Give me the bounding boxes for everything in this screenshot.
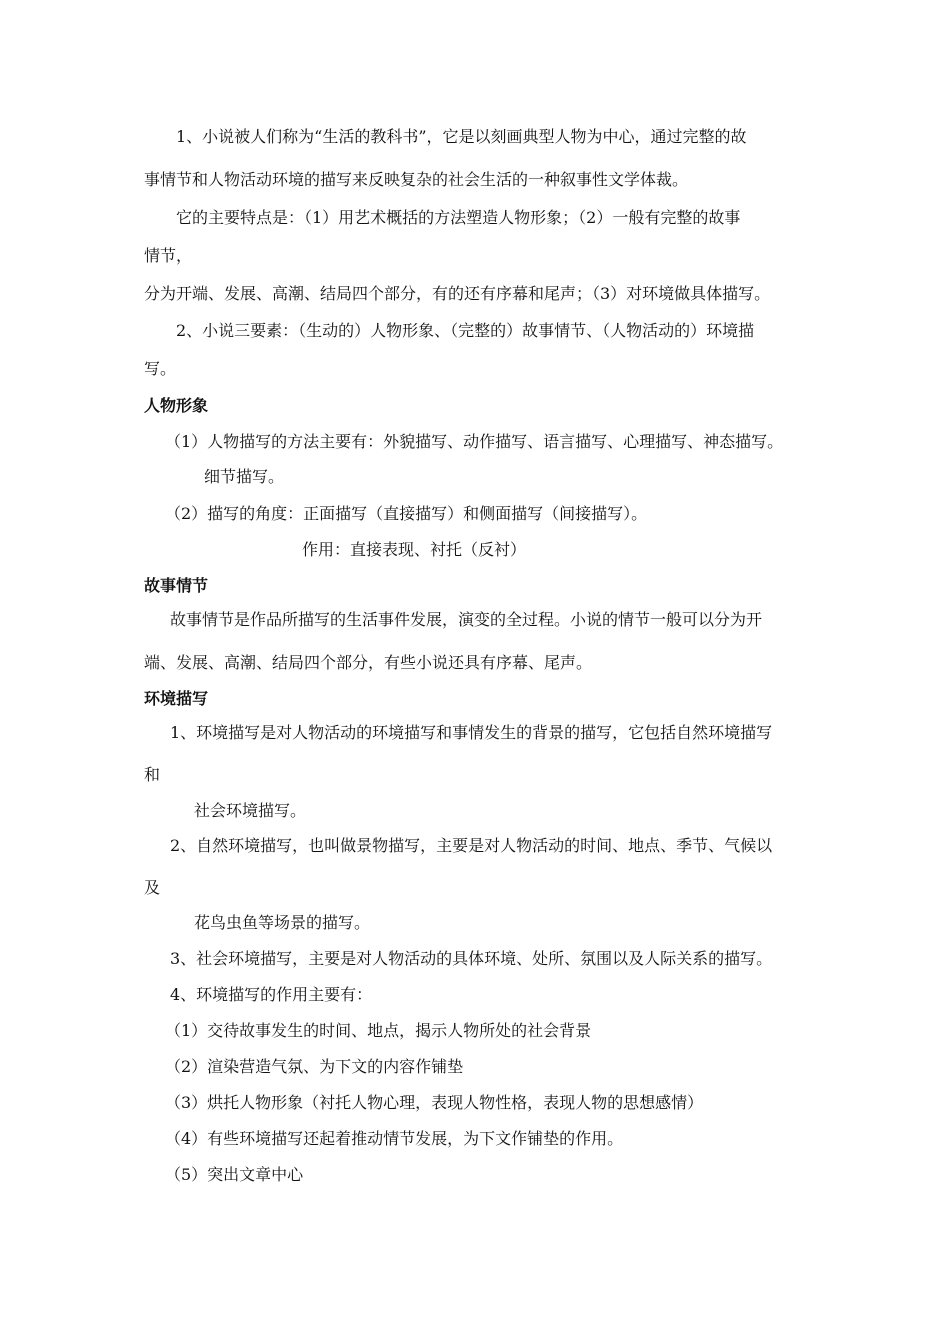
intro-paragraph-2-line-3: 分为开端、发展、高潮、结局四个部分，有的还有序幕和尾声；（3）对环境做具体描写。 <box>144 284 771 303</box>
plot-line-1: 故事情节是作品所描写的生活事件发展，演变的全过程。小说的情节一般可以分为开 <box>170 610 763 629</box>
environment-function-4: （4）有些环境描写还起着推动情节发展，为下文作铺垫的作用。 <box>165 1129 624 1148</box>
intro-paragraph-1-line-2: 事情节和人物活动环境的描写来反映复杂的社会生活的一种叙事性文学体裁。 <box>144 170 689 189</box>
environment-item-2-line-3: 花鸟虫鱼等场景的描写。 <box>194 913 371 932</box>
environment-function-5: （5）突出文章中心 <box>165 1165 304 1184</box>
character-item-1-continued: 细节描写。 <box>204 467 285 486</box>
environment-item-4: 4、环境描写的作用主要有： <box>170 985 373 1004</box>
environment-item-2-line-1: 2、自然环境描写，也叫做景物描写，主要是对人物活动的时间、地点、季节、气候以 <box>170 836 773 855</box>
intro-paragraph-1-line-1: 1、小说被人们称为“生活的教科书”，它是以刻画典型人物为中心，通过完整的故 <box>176 127 747 146</box>
environment-item-3: 3、社会环境描写，主要是对人物活动的具体环境、处所、氛围以及人际关系的描写。 <box>170 949 773 968</box>
character-item-1: （1）人物描写的方法主要有：外貌描写、动作描写、语言描写、心理描写、神态描写。 <box>165 432 784 451</box>
intro-paragraph-3-line-1: 2、小说三要素：（生动的）人物形象、（完整的）故事情节、（人物活动的）环境描 <box>176 321 755 340</box>
intro-paragraph-2-line-2: 情节， <box>144 246 193 265</box>
environment-item-1-line-2: 和 <box>144 765 161 784</box>
section-heading-character: 人物形象 <box>144 396 209 415</box>
environment-item-1-line-3: 社会环境描写。 <box>194 801 307 820</box>
intro-paragraph-2-line-1: 它的主要特点是：（1）用艺术概括的方法塑造人物形象；（2）一般有完整的故事 <box>176 208 741 227</box>
section-heading-plot: 故事情节 <box>144 576 209 595</box>
character-item-2-note: 作用：直接表现、衬托（反衬） <box>302 540 527 559</box>
environment-function-1: （1）交待故事发生的时间、地点，揭示人物所处的社会背景 <box>165 1021 592 1040</box>
plot-line-2: 端、发展、高潮、结局四个部分，有些小说还具有序幕、尾声。 <box>144 653 593 672</box>
environment-item-2-line-2: 及 <box>144 878 161 897</box>
environment-function-3: （3）烘托人物形象（衬托人物心理，表现人物性格，表现人物的思想感情） <box>165 1093 704 1112</box>
character-item-2: （2）描写的角度：正面描写（直接描写）和侧面描写（间接描写）。 <box>165 504 648 523</box>
environment-function-2: （2）渲染营造气氛、为下文的内容作铺垫 <box>165 1057 464 1076</box>
section-heading-environment: 环境描写 <box>144 689 209 708</box>
intro-paragraph-3-line-2: 写。 <box>144 359 177 378</box>
environment-item-1-line-1: 1、环境描写是对人物活动的环境描写和事情发生的背景的描写，它包括自然环境描写 <box>170 723 773 742</box>
